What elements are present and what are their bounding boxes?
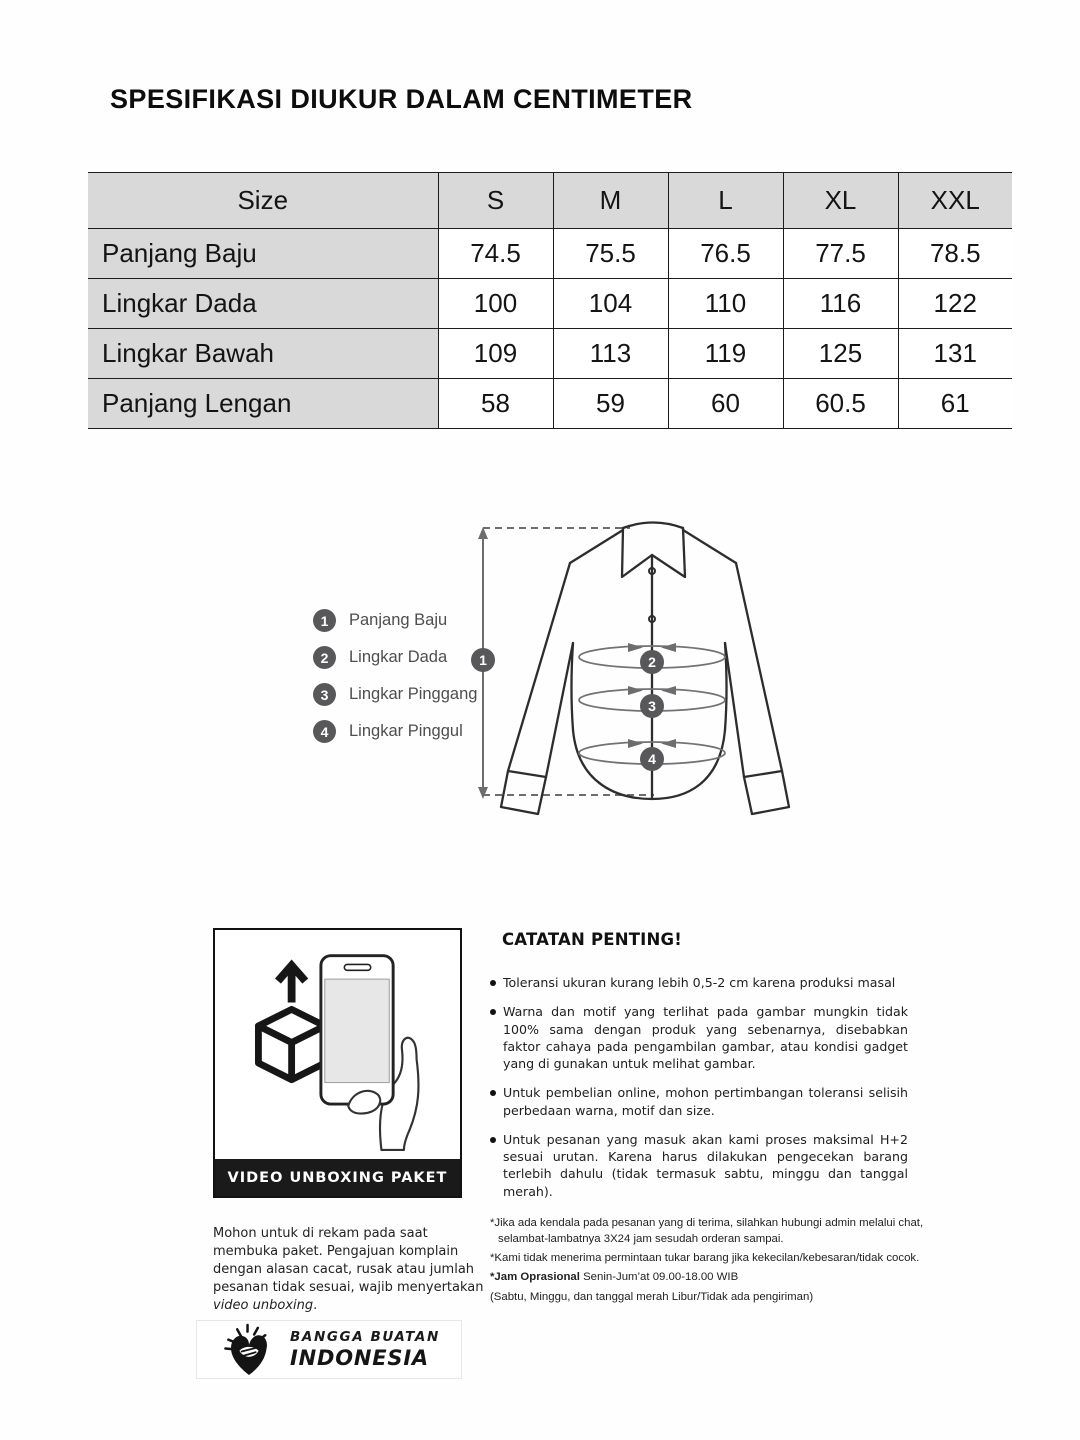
size-row-label: Lingkar Bawah: [88, 329, 438, 379]
phone-icon: [321, 955, 393, 1103]
legend-label: Lingkar Pinggul: [349, 722, 463, 740]
size-value-cell: 113: [553, 329, 668, 379]
size-value-cell: 122: [898, 279, 1012, 329]
legend-item: [313, 646, 477, 669]
size-value-cell: 60: [668, 379, 783, 429]
unboxing-note-text: Mohon untuk di rekam pada saat membuka paket. Pengajuan komplain dengan alasan cacat, rusak atau jumlah pesanan tidak sesuai, wajib menyertakan: [213, 1226, 484, 1295]
size-table-header-l: L: [668, 173, 783, 229]
size-value-cell: 75.5: [553, 229, 668, 279]
legend-item: [313, 683, 477, 706]
footnote: *Jika ada kendala pada pesanan yang di terima, silahkan hubungi admin melalui chat, selambat-lambatnya 3X24 jam sesudah orderan sampai.: [490, 1216, 924, 1245]
diagram-badge-2-number: 2: [648, 654, 656, 670]
size-value-cell: 76.5: [668, 229, 783, 279]
unboxing-illustration: [215, 930, 460, 1159]
diagram-badge-3: [640, 694, 664, 718]
unboxing-note-period: .: [313, 1297, 318, 1313]
size-table-header-s: S: [438, 173, 553, 229]
legend-label: Lingkar Dada: [349, 648, 448, 666]
diagram-badge-2: [640, 650, 664, 674]
legend-item: [313, 720, 477, 743]
legend-item: [313, 609, 477, 632]
diagram-badge-1: [471, 648, 495, 672]
size-table: [88, 172, 1012, 429]
size-table-header-xl: XL: [783, 173, 898, 229]
size-table-row: [88, 329, 1012, 379]
size-value-cell: 58: [438, 379, 553, 429]
video-unboxing-card: [213, 928, 462, 1198]
note-bullet: Untuk pesanan yang masuk akan kami proses maksimal H+2 sesuai urutan. Karena harus dilakukan pengecekan barang terlebih dahulu (tidak termasuk sabtu, minggu dan tanggal merah).: [490, 1131, 908, 1200]
legend-number-badge: 3: [313, 683, 336, 706]
size-row-label: Panjang Lengan: [88, 379, 438, 429]
size-value-cell: 60.5: [783, 379, 898, 429]
unboxing-note: [213, 1225, 491, 1315]
size-table-header-xxl: XXL: [898, 173, 1012, 229]
measure-legend: [313, 609, 477, 743]
size-value-cell: 116: [783, 279, 898, 329]
size-row-label: Lingkar Dada: [88, 279, 438, 329]
size-table-row: [88, 279, 1012, 329]
legend-number-badge: 4: [313, 720, 336, 743]
size-value-cell: 119: [668, 329, 783, 379]
footnote-bold-label: *Jam Oprasional: [490, 1271, 580, 1284]
size-value-cell: 109: [438, 329, 553, 379]
size-table-row: [88, 379, 1012, 429]
size-row-label: Panjang Baju: [88, 229, 438, 279]
diagram-badge-4-number: 4: [648, 751, 656, 767]
diagram-badge-1-number: 1: [479, 652, 487, 668]
diagram-badge-4: [640, 747, 664, 771]
size-value-cell: 61: [898, 379, 1012, 429]
important-notes-section: [490, 930, 924, 1308]
size-table-header-row: [88, 173, 1012, 229]
notes-heading: CATATAN PENTING!: [502, 930, 683, 949]
logo-text: [290, 1329, 440, 1370]
footnote: (Sabtu, Minggu, dan tanggal merah Libur/Tidak ada pengiriman): [490, 1290, 814, 1303]
note-bullet: Warna dan motif yang terlihat pada gambar mungkin tidak 100% sama dengan produk yang sebenarnya, disebabkan faktor cahaya pada pengambilan gambar, atau kondisi gadget yang di gunakan untuk melihat gambar.: [490, 1003, 908, 1072]
logo-line2: INDONESIA: [290, 1346, 429, 1370]
legend-label: Panjang Baju: [349, 611, 448, 629]
unboxing-note-italic: video unboxing: [213, 1297, 314, 1313]
logo-line1: BANGGA BUATAN: [290, 1329, 440, 1345]
note-bullet: Toleransi ukuran kurang lebih 0,5-2 cm karena produksi masal: [490, 974, 908, 991]
up-arrow-icon: [278, 965, 305, 1002]
size-value-cell: 100: [438, 279, 553, 329]
size-value-cell: 77.5: [783, 229, 898, 279]
note-bullet: Untuk pembelian online, mohon pertimbangan toleransi selisih perbedaan warna, motif dan size.: [490, 1084, 908, 1119]
notes-bullet-list: [490, 974, 908, 1200]
size-table-header-m: M: [553, 173, 668, 229]
size-table-row: [88, 229, 1012, 279]
size-table-header-size: Size: [88, 173, 438, 229]
footnote: *Kami tidak menerima permintaan tukar barang jika kekecilan/kebesaran/tidak cocok.: [490, 1252, 920, 1265]
size-value-cell: 110: [668, 279, 783, 329]
footnote: *Jam Oprasional Senin-Jum’at 09.00-18.00 WIB: [490, 1271, 739, 1284]
legend-label: Lingkar Pinggang: [349, 685, 478, 703]
size-value-cell: 125: [783, 329, 898, 379]
phone-box-illustration: [235, 939, 440, 1151]
unboxing-bar-label: VIDEO UNBOXING PAKET: [215, 1159, 460, 1196]
size-table-body: [88, 229, 1012, 429]
legend-number-badge: 1: [313, 609, 336, 632]
heart-hand-logo-icon: [221, 1320, 277, 1380]
legend-number-badge: 2: [313, 646, 336, 669]
page-title: SPESIFIKASI DIUKUR DALAM CENTIMETER: [110, 84, 693, 114]
notes-footnotes: [490, 1215, 924, 1305]
size-value-cell: 131: [898, 329, 1012, 379]
diagram-badge-3-number: 3: [648, 698, 656, 714]
box-icon: [258, 1009, 324, 1079]
shirt-measurement-diagram: [468, 503, 818, 848]
size-value-cell: 78.5: [898, 229, 1012, 279]
size-value-cell: 59: [553, 379, 668, 429]
size-value-cell: 74.5: [438, 229, 553, 279]
size-value-cell: 104: [553, 279, 668, 329]
bangga-buatan-indonesia-logo: [196, 1320, 462, 1379]
